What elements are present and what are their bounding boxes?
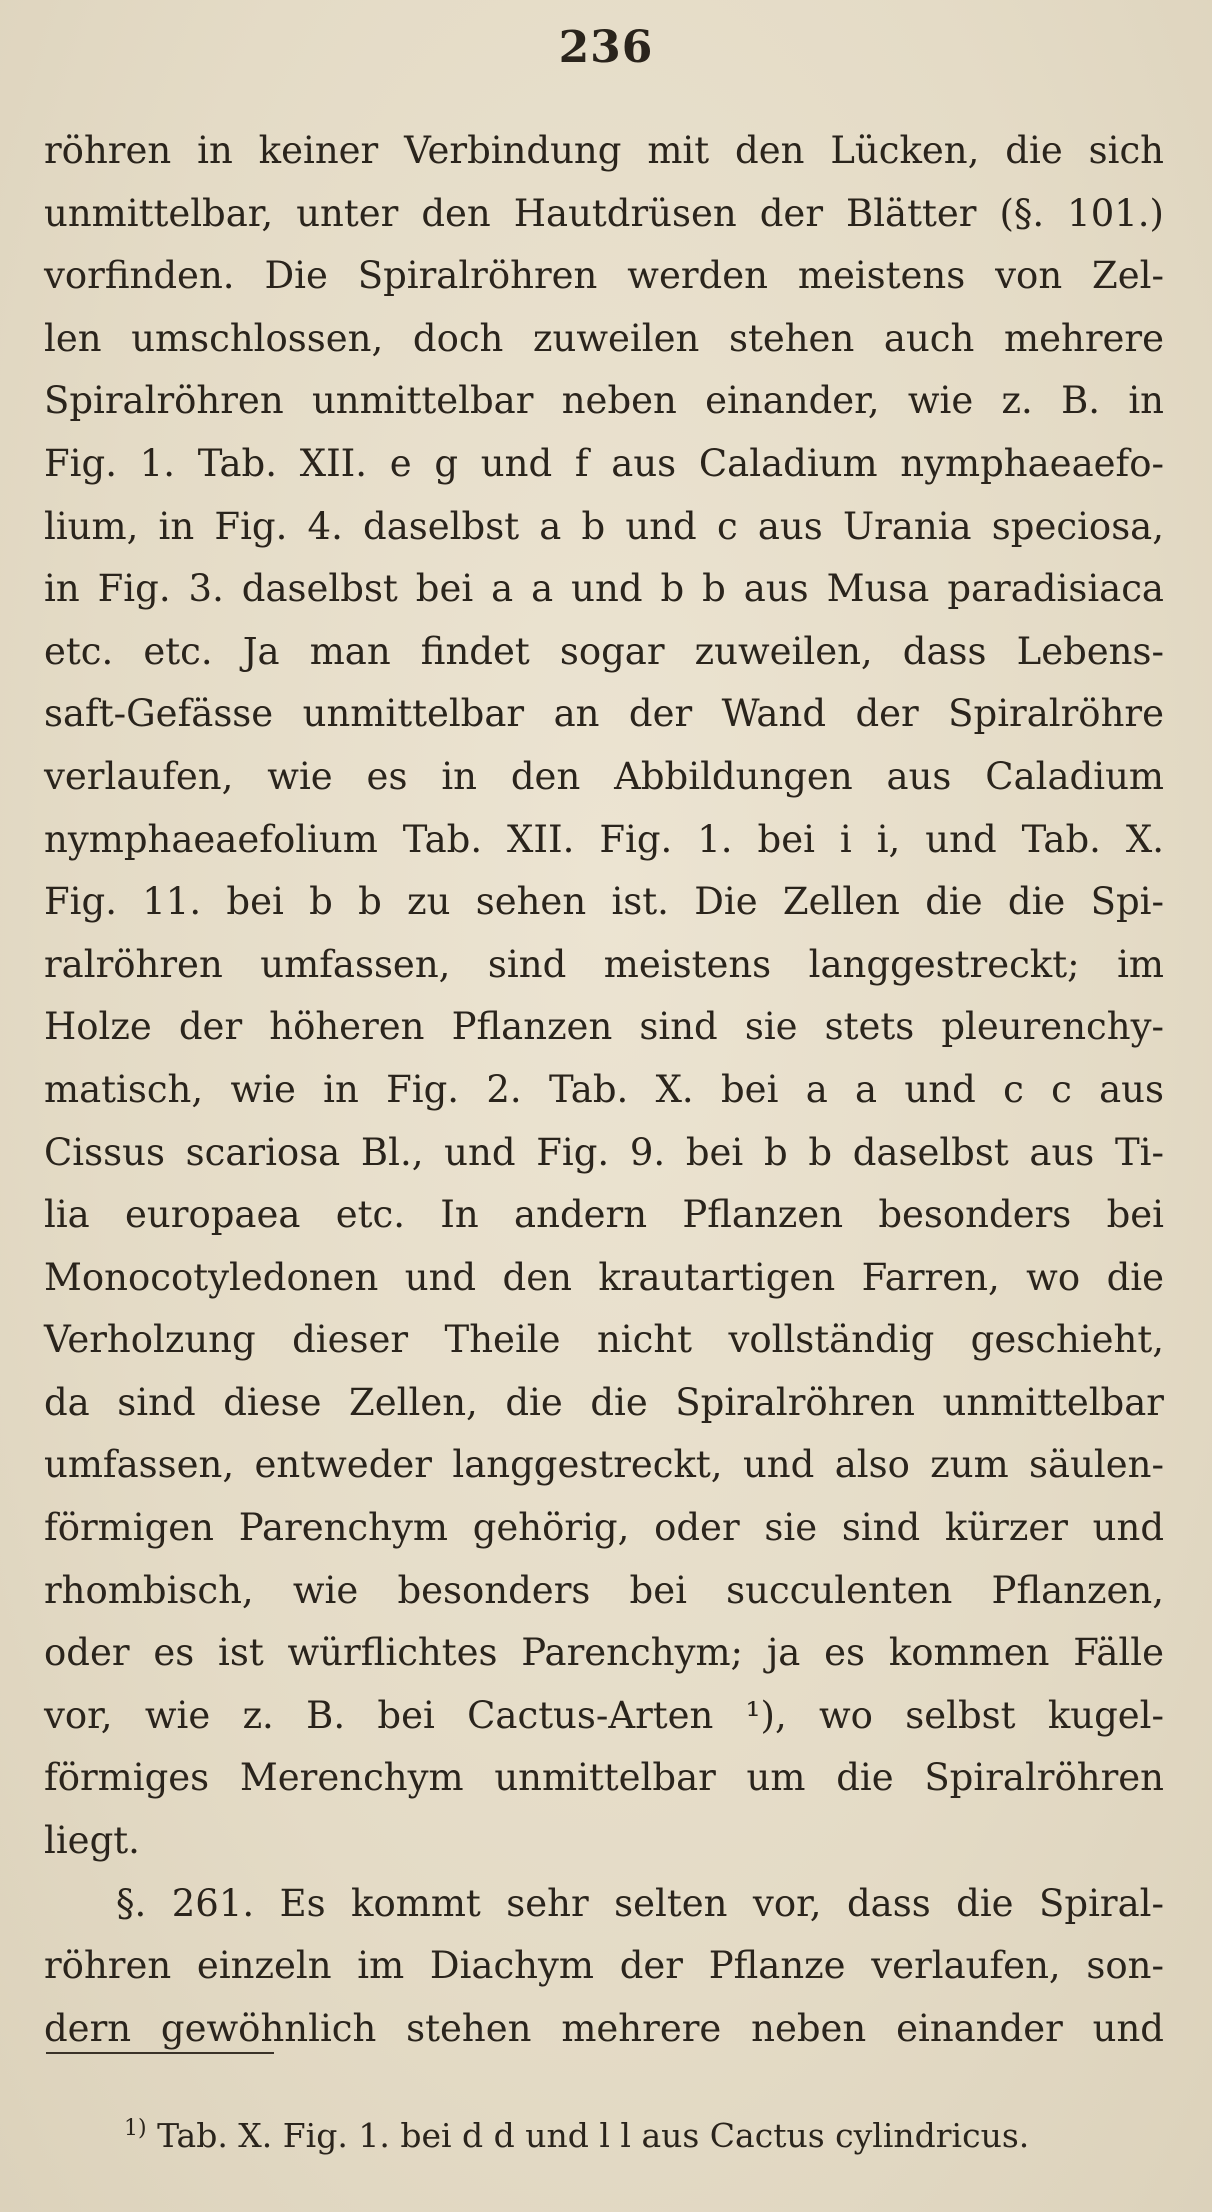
text-line-1: röhren in keiner Verbindung mit den Lücken, die sich xyxy=(44,129,1164,172)
body-text xyxy=(44,120,1164,2060)
text-line-10: saft-Gefässe unmittelbar an der Wand der Spiralröhre xyxy=(44,692,1164,736)
text-line-11: verlaufen, wie es in den Abbildungen aus Caladium xyxy=(44,754,1164,798)
text-line-27: förmiges Merenchym unmittelbar um die Spiralröhren xyxy=(44,1756,1164,1800)
text-line-8: in Fig. 3. daselbst bei a a und b b aus Musa paradisiaca xyxy=(44,567,1164,611)
footnote xyxy=(124,2116,1029,2155)
text-line-18: lia europaea etc. In andern Pflanzen besonders bei xyxy=(44,1193,1164,1237)
footnote-marker: 1) xyxy=(124,2116,147,2141)
text-line-7: lium, in Fig. 4. daselbst a b und c aus Urania speciosa, xyxy=(44,504,1164,548)
page-number: 236 xyxy=(558,22,654,73)
text-line-30: röhren einzeln im Diachym der Pflanze verlaufen, son- xyxy=(44,1944,1164,1988)
text-line-23: förmigen Parenchym gehörig, oder sie sind kürzer und xyxy=(44,1506,1164,1550)
text-line-28: liegt. xyxy=(44,1819,140,1863)
text-line-3: vorfinden. Die Spiralröhren werden meistens von Zel- xyxy=(44,254,1164,298)
text-line-4: len umschlossen, doch zuweilen stehen auch mehrere xyxy=(44,316,1164,360)
text-line-12: nymphaeaefolium Tab. XII. Fig. 1. bei i i, und Tab. X. xyxy=(44,817,1164,861)
text-line-24: rhombisch, wie besonders bei succulenten Pflanzen, xyxy=(44,1568,1164,1612)
text-line-31: dern gewöhnlich stehen mehrere neben einander und xyxy=(44,2006,1164,2050)
text-line-15: Holze der höheren Pflanzen sind sie stets pleurenchy- xyxy=(44,1005,1164,1049)
text-line-22: umfassen, entweder langgestreckt, und also zum säulen- xyxy=(44,1443,1164,1487)
text-line-25: oder es ist würflichtes Parenchym; ja es kommen Fälle xyxy=(44,1631,1164,1675)
footnote-text: Tab. X. Fig. 1. bei d d und l l aus Cactus cylindricus. xyxy=(146,2116,1030,2155)
text-line-14: ralröhren umfassen, sind meistens langgestreckt; im xyxy=(44,942,1164,986)
text-line-2: unmittelbar, unter den Hautdrüsen der Blätter (§. 101.) xyxy=(44,191,1164,235)
footnote-divider xyxy=(46,2052,274,2054)
text-line-17: Cissus scariosa Bl., und Fig. 9. bei b b daselbst aus Ti- xyxy=(44,1130,1164,1174)
text-line-5: Spiralröhren unmittelbar neben einander, wie z. B. in xyxy=(44,379,1164,423)
text-line-16: matisch, wie in Fig. 2. Tab. X. bei a a und c c aus xyxy=(44,1067,1164,1111)
section-heading-line: §. 261. Es kommt sehr selten vor, dass die Spiral- xyxy=(116,1881,1164,1925)
text-line-21: da sind diese Zellen, die die Spiralröhren unmittelbar xyxy=(44,1380,1164,1424)
text-line-9: etc. etc. Ja man findet sogar zuweilen, dass Lebens- xyxy=(44,629,1164,673)
text-line-19: Monocotyledonen und den krautartigen Farren, wo die xyxy=(44,1255,1164,1299)
text-line-6: Fig. 1. Tab. XII. e g und f aus Caladium nymphaeaefo- xyxy=(44,441,1164,485)
text-line-13: Fig. 11. bei b b zu sehen ist. Die Zellen die die Spi- xyxy=(44,880,1164,924)
text-line-20: Verholzung dieser Theile nicht vollständig geschieht, xyxy=(44,1318,1164,1362)
text-line-26: vor, wie z. B. bei Cactus-Arten ¹), wo selbst kugel- xyxy=(44,1693,1164,1737)
